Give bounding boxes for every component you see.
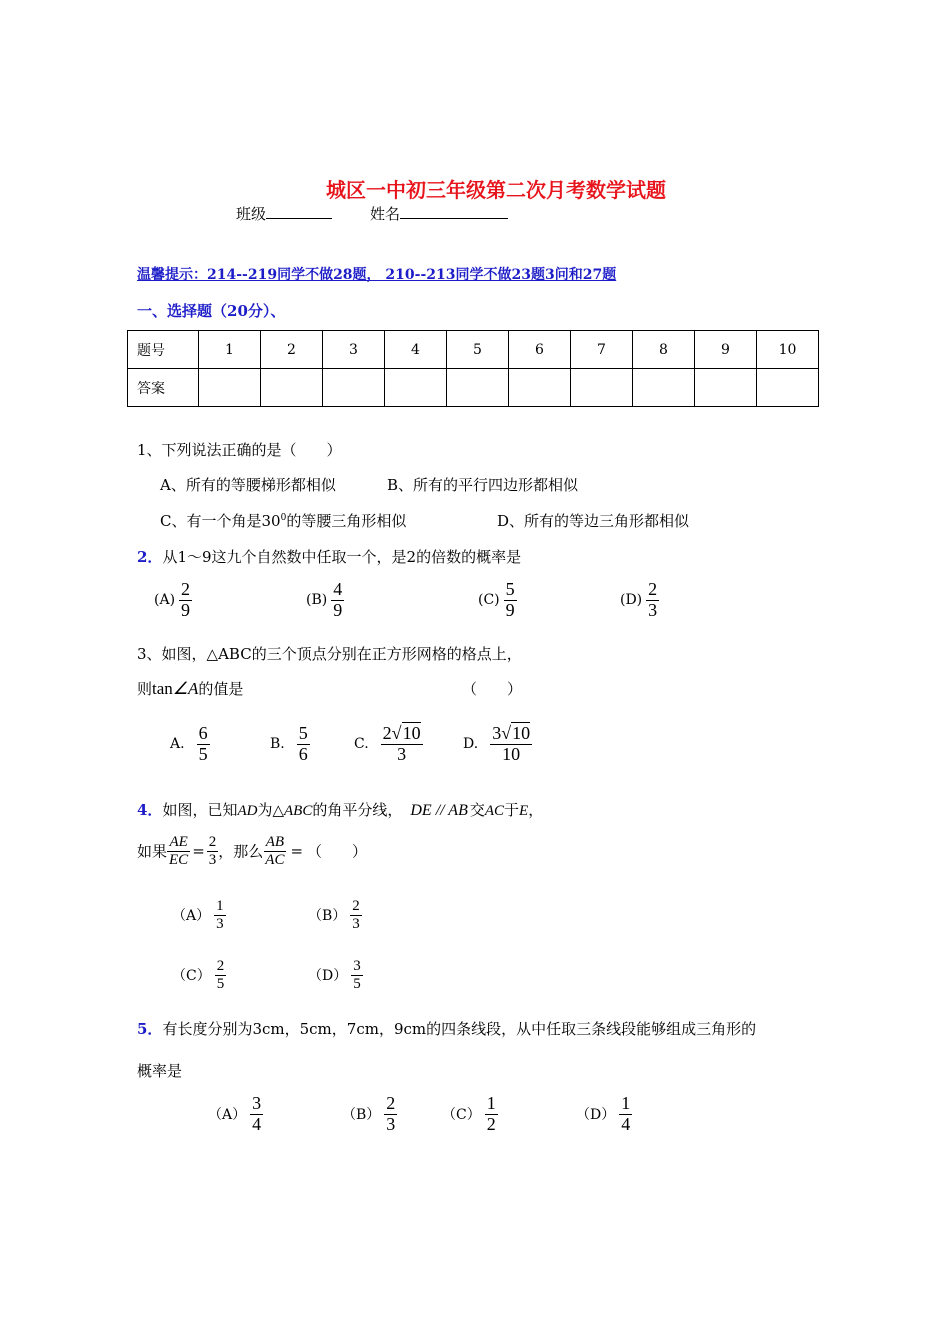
q1-stem: 1、下列说法正确的是（ ） — [137, 441, 342, 459]
table-cell: 2 — [261, 331, 323, 369]
table-cell: 6 — [509, 331, 571, 369]
q2-option-c: (C) $\frac{5}{9}$ — [478, 579, 515, 620]
q4-option-c: （C） $\frac{2}{5}$ — [172, 958, 225, 992]
answer-cell[interactable] — [757, 369, 819, 407]
q4-option-b: （B） $\frac{2}{3}$ — [308, 898, 360, 932]
q5-stem: 5．有长度分别为3cm，5cm，7cm，9cm的四条线段，从中任取三条线段能够组成三角形的 — [137, 1020, 757, 1038]
table-header-cell: 题号 — [128, 331, 199, 369]
table-cell: 5 — [447, 331, 509, 369]
answer-cell[interactable] — [695, 369, 757, 407]
page-title: 城区一中初三年级第二次月考数学试题 — [326, 178, 666, 202]
q4-option-d: （D） $\frac{3}{5}$ — [308, 958, 361, 992]
q3-line2: 则tan∠A的值是 — [137, 679, 244, 698]
q1-option-a: A、所有的等腰梯形都相似 — [160, 476, 336, 494]
class-field — [236, 203, 332, 224]
q1-option-d: D、所有的等边三角形都相似 — [497, 512, 690, 530]
answer-cell[interactable] — [385, 369, 447, 407]
q5-line2: 概率是 — [137, 1062, 183, 1080]
q1-option-b: B、所有的平行四边形都相似 — [387, 476, 579, 494]
class-label: 班级 — [236, 205, 267, 223]
answer-cell[interactable] — [509, 369, 571, 407]
answer-cell[interactable] — [447, 369, 509, 407]
q5-option-c: （C） $\frac{1}{2}$ — [442, 1093, 496, 1134]
answer-cell[interactable] — [571, 369, 633, 407]
q3-option-b: B. $\frac{5}{6}$ — [270, 723, 308, 764]
answer-cell[interactable] — [323, 369, 385, 407]
q5-option-a: （A） $\frac{3}{4}$ — [208, 1093, 262, 1134]
q3-option-c: C. $\frac{2√10}{3}$ — [354, 723, 421, 764]
answer-cell[interactable] — [633, 369, 695, 407]
q4-stem: 4．如图，已知AD为△ABC的角平分线， DE // AB 交AC于E， — [137, 801, 544, 819]
q1-option-c: C、有一个角是$30^0$的等腰三角形相似 — [160, 512, 407, 530]
q2-option-a: (A) $\frac{2}{9}$ — [154, 579, 191, 620]
answer-table — [127, 330, 819, 407]
table-cell: 7 — [571, 331, 633, 369]
name-blank[interactable] — [400, 204, 508, 219]
table-cell: 3 — [323, 331, 385, 369]
q3-paren: （ ） — [462, 680, 523, 698]
q3-stem: 3、如图，△ABC的三个顶点分别在正方形网格的格点上， — [137, 645, 522, 663]
q2-option-b: (B) $\frac{4}{9}$ — [306, 579, 343, 620]
table-header-cell: 答案 — [128, 369, 199, 407]
name-field — [370, 203, 508, 224]
q5-option-b: （B） $\frac{2}{3}$ — [342, 1093, 396, 1134]
table-cell: 4 — [385, 331, 447, 369]
q3-option-a: A. $\frac{6}{5}$ — [170, 723, 208, 764]
q3-option-d: D. $\frac{3√10}{10}$ — [463, 723, 531, 764]
answer-cell[interactable] — [199, 369, 261, 407]
table-row-numbers — [128, 331, 819, 369]
table-cell: 10 — [757, 331, 819, 369]
table-cell: 8 — [633, 331, 695, 369]
q5-option-d: （D） $\frac{1}{4}$ — [576, 1093, 631, 1134]
q4-option-a: （A） $\frac{1}{3}$ — [172, 898, 224, 932]
section-heading: 一、选择题（20分）、 — [137, 302, 286, 320]
class-blank[interactable] — [266, 204, 332, 219]
answer-cell[interactable] — [261, 369, 323, 407]
q2-option-d: (D) $\frac{2}{3}$ — [620, 579, 658, 620]
table-cell: 1 — [199, 331, 261, 369]
table-cell: 9 — [695, 331, 757, 369]
table-row-answers — [128, 369, 819, 407]
q2-stem: 2．从1～9这九个自然数中任取一个，是2的倍数的概率是 — [137, 548, 522, 566]
q4-line2: 如果 $\frac{AE}{EC}$ = $\frac{2}{3}$ ，那么 $\frac{AB}{AC}$ = （ ） — [137, 834, 368, 868]
name-label: 姓名 — [370, 205, 401, 223]
tip-note: 温馨提示：214--219同学不做28题， 210--213同学不做23题3问和27题 — [137, 267, 617, 283]
